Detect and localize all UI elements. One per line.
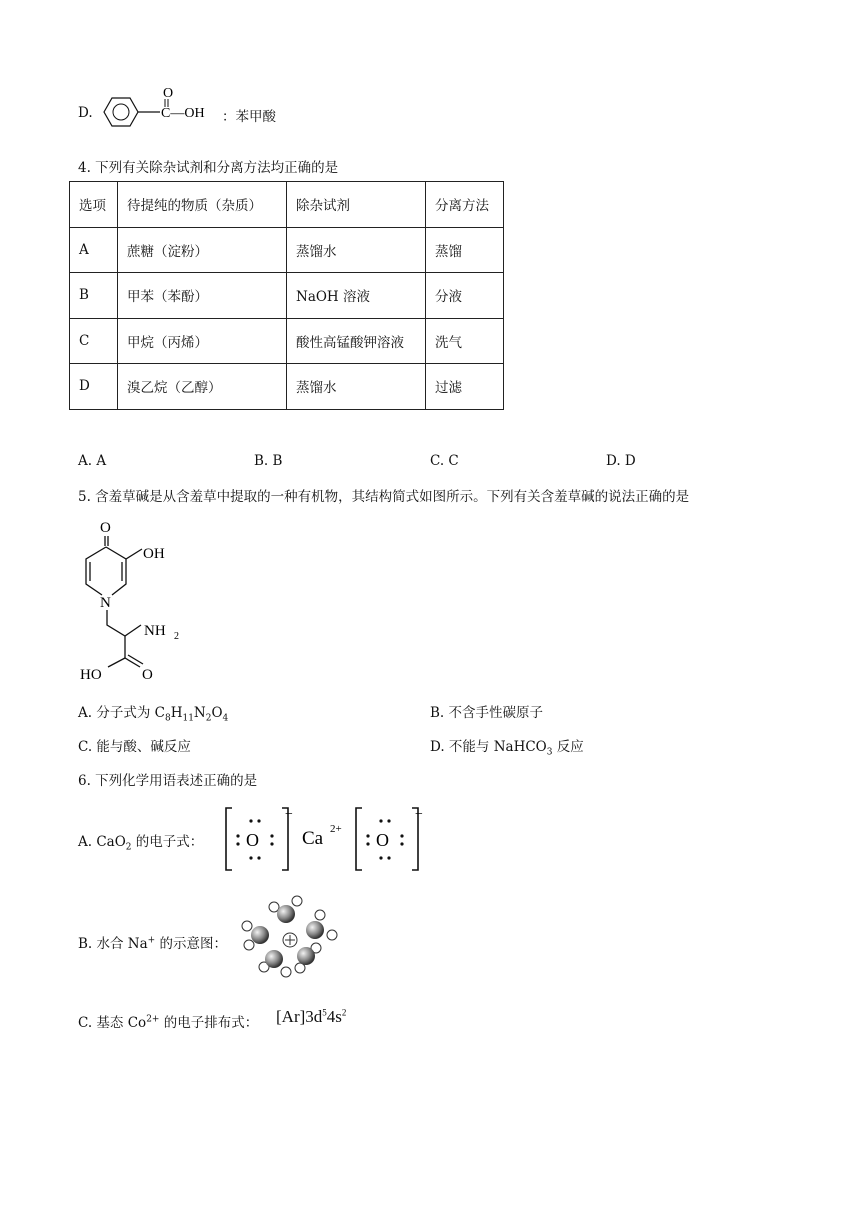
hydrated-na-diagram: [240, 895, 342, 980]
option-c: C. C: [430, 453, 459, 469]
table-cell: 蒸馏水: [287, 227, 426, 273]
table-cell: 酸性高锰酸钾溶液: [287, 318, 426, 364]
option-a: A. A: [78, 453, 107, 469]
atom-ho: HO: [80, 667, 102, 683]
table-cell: 洗气: [426, 318, 504, 364]
q5-option-b: B. 不含手性碳原子: [430, 705, 544, 721]
water-molecule: [269, 896, 302, 923]
q5-option-a: A. 分子式为 $C_8H_{11}N_2O_4$: [78, 705, 229, 724]
water-molecule: [295, 943, 321, 973]
table-row: [70, 318, 504, 364]
water-molecule: [242, 921, 269, 950]
cooh-text: C—OH: [161, 106, 205, 121]
q6-option-a: A. CaO$_2$ 的电子式：: [78, 834, 204, 853]
header-cell: 选项: [70, 182, 118, 228]
table-cell: C: [70, 318, 118, 364]
table-cell: 分液: [426, 273, 504, 319]
option-d: D. D: [606, 453, 636, 469]
option-b: B. B: [254, 453, 283, 469]
table-row: [70, 364, 504, 410]
atom-n: N: [100, 595, 111, 611]
question-4-stem: 4. 下列有关除杂试剂和分离方法均正确的是: [78, 160, 339, 176]
calcium: Ca: [302, 828, 324, 849]
atom-o-right: O: [142, 667, 153, 683]
q6-option-b: B. 水合 Na+ 的示意图：: [78, 935, 227, 952]
option-d-label: D.: [78, 105, 93, 121]
table-row: [70, 227, 504, 273]
q6-option-c: C. 基态 $Co^{2+}$ 的电子排布式：: [78, 1014, 259, 1031]
water-molecule: [259, 950, 291, 977]
minus-1: −: [285, 807, 293, 822]
table-cell: 蔗糖（淀粉）: [118, 227, 287, 273]
table-cell: B: [70, 273, 118, 319]
mimosine-structure: [78, 512, 198, 687]
benzoic-acid-structure: [98, 84, 233, 134]
table-cell: D: [70, 364, 118, 410]
table-cell: NaOH 溶液: [287, 273, 426, 319]
atom-nh2-sub: 2: [174, 631, 179, 642]
table-cell: 蒸馏: [426, 227, 504, 273]
minus-2: −: [415, 807, 423, 822]
oxygen-1: O: [246, 830, 259, 850]
option-d-name: ：苯甲酸: [222, 109, 276, 125]
purification-table: [69, 181, 504, 410]
table-cell: 蒸馏水: [287, 364, 426, 410]
table-cell: 过滤: [426, 364, 504, 410]
cao2-electron-formula: [222, 800, 427, 878]
atom-oh: OH: [143, 546, 165, 562]
table-cell: 甲苯（苯酚）: [118, 273, 287, 319]
table-header-row: [70, 182, 504, 228]
q5-option-d: D. 不能与 NaHCO$_3$ 反应: [430, 739, 584, 758]
header-cell: 待提纯的物质（杂质）: [118, 182, 287, 228]
table-cell: 溴乙烷（乙醇）: [118, 364, 287, 410]
header-cell: 分离方法: [426, 182, 504, 228]
header-cell: 除杂试剂: [287, 182, 426, 228]
question-5-stem: 5. 含羞草碱是从含羞草中提取的一种有机物，其结构简式如图所示。下列有关含羞草碱的说法正确的是: [78, 489, 690, 505]
atom-nh2: NH: [144, 623, 166, 639]
table-row: [70, 273, 504, 319]
water-molecule: [306, 910, 337, 940]
oxygen-2: O: [376, 830, 389, 850]
carbonyl-o-text: O: [163, 86, 174, 101]
question-6-stem: 6. 下列化学用语表述正确的是: [78, 773, 258, 789]
calcium-charge: 2+: [330, 823, 342, 835]
q5-option-c: C. 能与酸、碱反应: [78, 739, 191, 755]
table-cell: 甲烷（丙烯）: [118, 318, 287, 364]
table-cell: A: [70, 227, 118, 273]
co2-electron-config: $[Ar]3d^54s^2$: [276, 1007, 347, 1026]
atom-o-top: O: [100, 520, 111, 536]
